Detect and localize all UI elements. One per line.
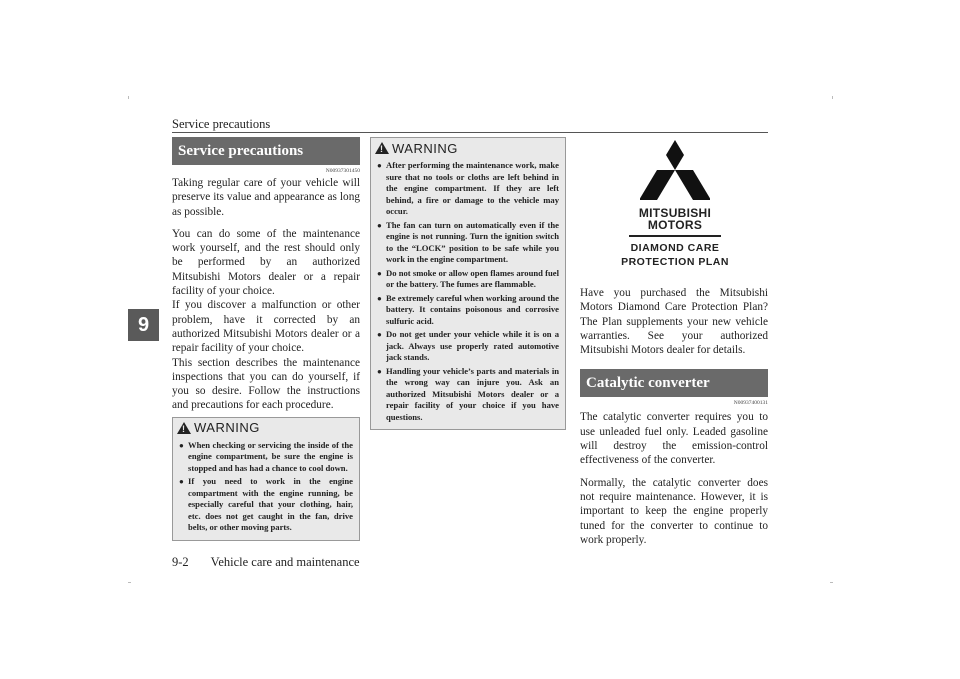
paragraph: This section describes the maintenance inspections that you can do yourself, if you so desire. Follow the instructions and precautions for each procedure. [172, 356, 360, 412]
page-header-title: Service precautions [172, 117, 271, 131]
crop-mark [832, 96, 833, 99]
warning-item: ● Be extremely careful when working around the battery. It contains poisonous and corrosive sulfuric acid. [377, 293, 559, 328]
warning-item: ● When checking or servicing the inside of the engine compartment, be sure the engine is stopped and has had a chance to cool down. [179, 440, 353, 475]
page-footer [172, 555, 360, 570]
middle-column [370, 137, 566, 430]
header-rule [172, 132, 768, 133]
warning-triangle-icon [177, 422, 191, 434]
warning-item: ● Do not get under your vehicle while it is on a jack. Always use properly rated automotive jack stands. [377, 329, 559, 364]
brand-line-2: MOTORS [647, 218, 703, 232]
plan-line-2: PROTECTION PLAN [621, 256, 729, 268]
diamond-care-logo [620, 140, 730, 269]
brand-line-1: MITSUBISHI [638, 206, 712, 220]
warning-item: ● After performing the maintenance work, make sure that no tools or cloths are left behind in the engine compartment. If they are left behind, a fire or damage to the vehicle may occur. [377, 160, 559, 218]
plan-paragraph: Have you purchased the Mitsubishi Motors Diamond Care Protection Plan? The Plan supplements your new vehicle warranties. See your authorized Mitsubishi Motors dealer for details. [580, 287, 768, 357]
warning-item: ● The fan can turn on automatically even if the engine is not running. Turn the ignition switch to the “LOCK” position to be safe while you work in the engine compartment. [377, 220, 559, 266]
section-heading-catalytic-converter: Catalytic converter [580, 369, 768, 397]
chapter-tab: 9 [128, 309, 159, 341]
body-text [172, 176, 360, 413]
warning-list [173, 438, 359, 540]
section-heading-service-precautions: Service precautions [172, 137, 360, 165]
crop-mark [128, 582, 131, 583]
warning-list [371, 158, 565, 429]
body-text [580, 410, 768, 547]
warning-header [371, 138, 565, 158]
paragraph: If you discover a malfunction or other problem, have it corrected by an authorized Mitsubishi Motors dealer or a repair facility of your choice. [172, 299, 360, 355]
left-column [172, 137, 360, 541]
crop-mark [830, 582, 833, 583]
warning-box [172, 417, 360, 541]
warning-header [173, 418, 359, 438]
paragraph: You can do some of the maintenance work yourself, and the rest should only be performed by an authorized Mitsubishi Motors dealer or a repair facility of your choice. [172, 227, 360, 298]
footer-section-title: Vehicle care and maintenance [210, 555, 360, 569]
reference-code: N00937301450 [325, 168, 360, 174]
paragraph: The catalytic converter requires you to use unleaded fuel only. Leaded gasoline will destroy the emission-control effectiveness of the converter. [580, 411, 768, 467]
warning-triangle-icon [375, 142, 389, 154]
warning-label: WARNING [194, 420, 260, 436]
warning-item: ● If you need to work in the engine compartment with the engine running, be especially careful that your clothing, hair, etc. does not get caught in the fan, drive belts, or other moving parts. [179, 476, 353, 534]
mitsubishi-three-diamonds-icon [640, 140, 710, 202]
warning-label: WARNING [392, 140, 458, 156]
right-column [580, 286, 768, 555]
warning-item: ● Do not smoke or allow open flames around fuel or the battery. The fumes are flammable. [377, 268, 559, 291]
reference-code: N00937400131 [733, 400, 768, 407]
paragraph: Taking regular care of your vehicle will preserve its value and appearance as long as possible. [172, 177, 360, 218]
paragraph: Normally, the catalytic converter does not require maintenance. However, it is important to keep the engine properly tuned for the converter to continue to work properly. [580, 476, 768, 546]
page-number: 9-2 [172, 555, 189, 569]
plan-line-1: DIAMOND CARE [630, 242, 720, 254]
crop-mark [128, 96, 129, 99]
warning-box [370, 137, 566, 430]
warning-item: ● Handling your vehicle’s parts and materials in the wrong way can injure you. Ask an authorized Mitsubishi Motors dealer or a repair facility of your choice if you have questions. [377, 366, 559, 424]
logo-divider [629, 235, 721, 237]
